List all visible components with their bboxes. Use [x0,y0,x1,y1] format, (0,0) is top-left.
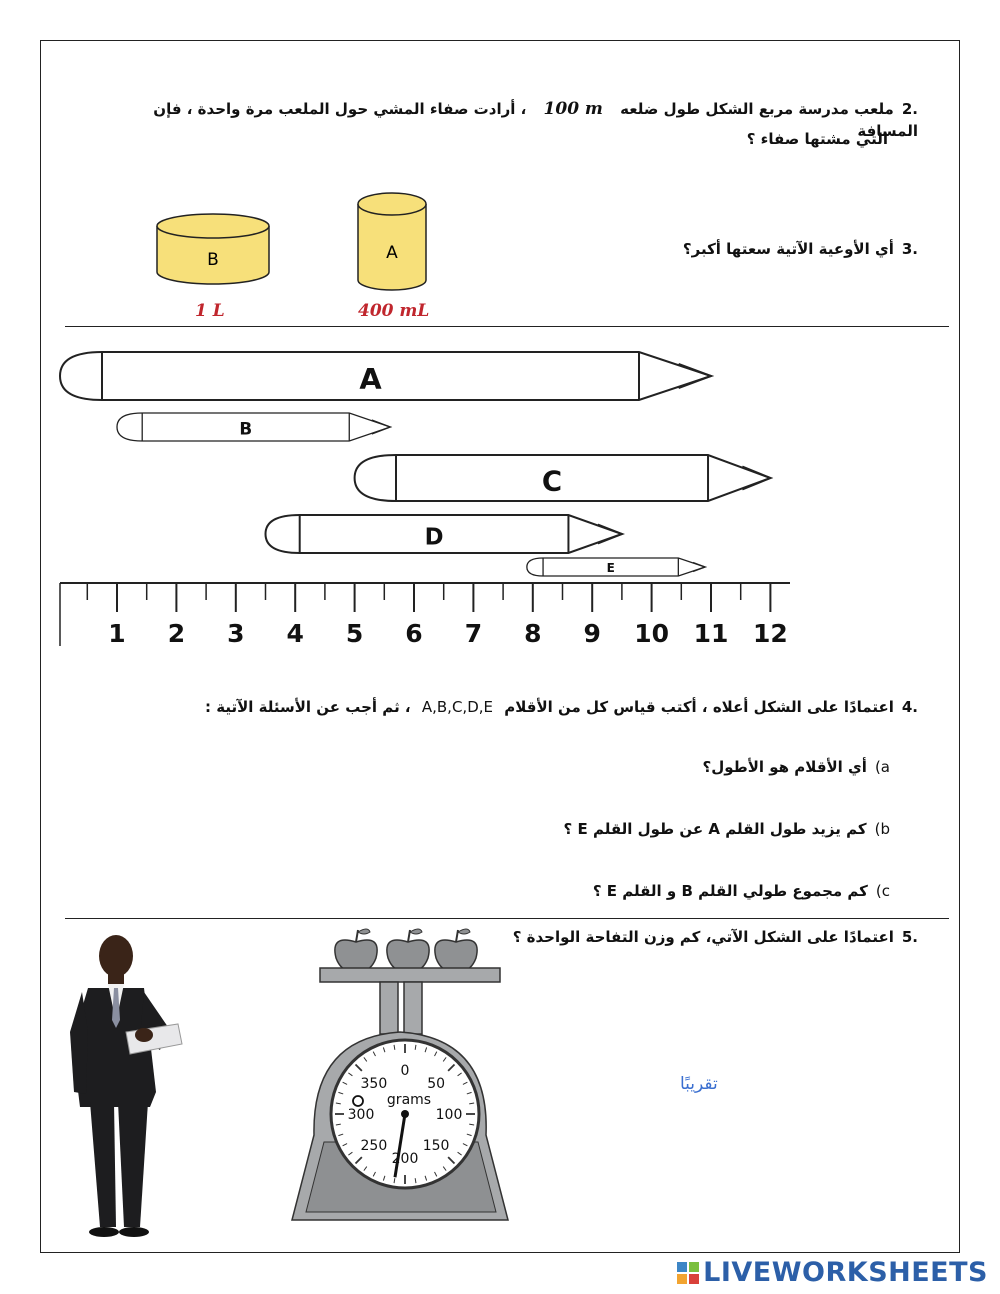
dial-label: 300 [347,1107,375,1123]
approximately-label: تقريبًا [680,1074,718,1094]
pencil-label: B [239,418,253,439]
pencil-label: C [541,464,563,498]
container-b [157,214,269,284]
dial-label: 250 [360,1138,388,1155]
pencil-a [60,352,711,400]
container-a [358,193,426,290]
container-a-letter: A [386,243,398,263]
subquestion-label: a) [874,758,890,776]
pencil-label: D [424,524,444,551]
question-4c [593,880,890,902]
apple-icon [435,929,477,971]
question-text: اعتمادًا على الشكل الآتي، كم وزن التفاحة الواحدة ؟ [512,928,894,946]
divider [65,326,949,327]
pens-list: A,B,C,D,E [421,698,493,716]
subquestion-text: أي الأقلام هو الأطول؟ [702,758,867,776]
ruler-label: 12 [753,619,788,648]
ruler-label: 10 [634,619,669,648]
question-4 [205,696,918,718]
dial-label: 50 [427,1075,446,1092]
question-4a [703,756,891,778]
pencils-figure [0,330,1000,660]
ruler-label: 1 [108,619,126,648]
logo-icon [677,1262,699,1284]
question-4b [564,818,890,840]
question-5 [513,926,918,948]
question-number: .2 [901,100,918,118]
dial-label: 350 [360,1075,388,1092]
dial-label: 200 [391,1151,419,1167]
scale-unit: grams [386,1092,432,1108]
liveworksheets-logo [677,1257,988,1288]
pencil-label: E [606,560,615,575]
ruler-label: 9 [583,619,601,648]
question-text: ملعب مدرسة مربع الشكل طول ضلعه [620,100,894,118]
ruler-label: 2 [167,619,186,648]
dial-label: 100 [435,1107,463,1123]
scale-plate [320,968,500,982]
subquestion-label: b) [874,820,890,838]
pencil-e [527,558,705,576]
pencil-b [117,413,390,441]
question-text: اعتمادًا على الشكل أعلاه ، أكتب قياس كل من الأقلام [504,698,894,716]
apple-icon [335,929,377,971]
containers-figure [0,0,1000,330]
container-a-capacity: 400 mL [358,301,430,321]
dial-label: 0 [400,1063,410,1079]
question-2-line2: التي مشتها صفاء ؟ [746,130,888,148]
ruler-label: 6 [405,619,423,648]
subquestion-text: كم مجموع طولي القلم B و القلم E ؟ [592,882,868,900]
man-with-clipboard-illustration [60,932,200,1242]
question-number: .3 [901,240,918,258]
ruler-label: 8 [524,619,542,648]
ruler-label: 5 [345,619,364,648]
distance-value: 100 m [543,99,603,119]
weighing-scale [272,920,552,1240]
ruler-label: 7 [464,619,483,648]
ruler-label: 11 [693,619,729,648]
subquestion-text: كم يزيد طول القلم A عن طول القلم E ؟ [563,820,867,838]
subquestion-label: c) [875,882,890,900]
dial-label: 150 [422,1138,450,1155]
divider [65,918,949,919]
ruler-label: 3 [227,619,245,648]
question-number: .5 [901,928,918,946]
question-text: ، ثم أجب عن الأسئلة الآتية : [205,698,411,716]
brand-name: LIVEWORKSHEETS [703,1257,988,1288]
pencil-c [355,455,771,501]
question-text: أي الأوعية الآتية سعتها أكبر؟ [682,240,894,258]
ruler-label: 4 [286,619,304,648]
pencil-label: A [359,361,382,396]
container-b-letter: B [207,250,219,270]
pencil-d [266,515,622,553]
apple-icon [387,929,429,971]
ruler [60,583,790,648]
container-b-capacity: 1 L [195,301,225,321]
question-number: .4 [901,698,918,716]
question-text: ، أرادت صفاء المشي حول الملعب مرة واحدة ، فإن المسافة [153,100,918,140]
